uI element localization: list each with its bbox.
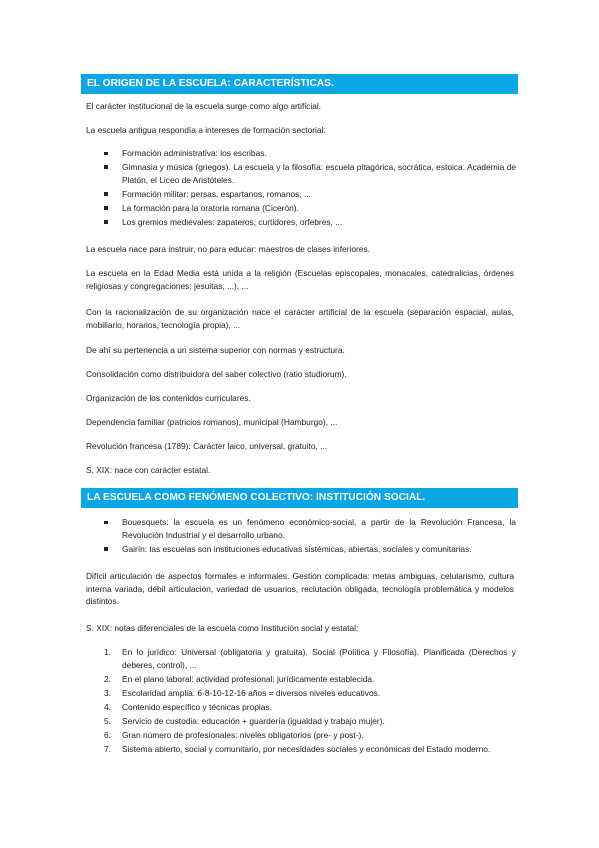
bullet-icon (104, 206, 108, 210)
paragraph: Consolidación como distribuidora del saber colectivo (ratio studiorum). (86, 369, 347, 379)
section-heading-origen: EL ORIGEN DE LA ESCUELA: CARACTERÍSTICAS. (81, 74, 518, 94)
list-item-text: Gimnasia y música (griegos). La escuela y la filosofía: escuela pitagórica, socrática, estoica. Academia de Platón, el Liceo de Aristóteles. (122, 161, 516, 185)
list-item (104, 701, 516, 714)
paragraph: El carácter institucional de la escuela surge como algo artificial. (86, 101, 322, 111)
section-heading-institucion: LA ESCUELA COMO FENÓMENO COLECTIVO: INSTITUCIÓN SOCIAL. (81, 488, 518, 508)
bullet-icon (104, 152, 108, 156)
list-item-text: Gairín: las escuelas son instituciones educativas sistémicas, abiertas, sociales y comunitarias. (122, 543, 472, 554)
list-item-text: Sistema abierto, social y comunitario, por necesidades sociales y económicas del Estado moderno. (122, 743, 491, 754)
list-item (104, 161, 516, 186)
list-item (104, 147, 516, 160)
bullet-icon (104, 547, 108, 551)
bullet-icon (104, 220, 108, 224)
list-item-text: Bouesquets: la escuela es un fenómeno económico-social, a partir de la Revolución Francesa, la Revolución Industrial y el desarrollo urbano. (122, 517, 516, 540)
list-item-text: Los gremios medievales: zapateros, curtidores, orfebres, ... (122, 216, 343, 227)
list-item (104, 673, 516, 686)
list-item (104, 216, 516, 229)
paragraph: Dependencia familiar (patricios romanos), municipal (Hamburgo), ... (86, 417, 338, 427)
list-number: 4. (104, 701, 111, 712)
list-item-text: La formación para la oratoria romana (Cicerón). (122, 202, 299, 213)
paragraph: S. XIX: notas diferenciales de la escuela como Institución social y estatal: (86, 623, 359, 633)
list-item-text: Gran número de profesionales: niveles obligatorios (pre- y post-). (122, 729, 364, 740)
list-number: 7. (104, 743, 111, 754)
list-item (104, 715, 516, 728)
list-item (104, 729, 516, 742)
list-item (104, 188, 516, 201)
bullet-icon (104, 165, 108, 169)
paragraph: Difícil articulación de aspectos formales e informales. Gestión complicada: metas ambiguas, celularismo, cultura interna variada, débil articulación, variedad de usuarios, reclutación obligada, tecnología problemática y modelos distintos. (86, 571, 514, 607)
list-item (104, 516, 516, 541)
bullet-list-institucion (104, 516, 516, 557)
paragraph: De ahí su pertenencia a un sistema superior con normas y estructura. (86, 345, 345, 355)
list-number: 6. (104, 729, 111, 740)
list-number: 3. (104, 687, 111, 698)
list-item (104, 743, 516, 756)
list-number: 1. (104, 647, 111, 657)
list-item-text: Escolaridad amplia: 6-8-10-12-16 años = diversos niveles educativos. (122, 687, 381, 698)
list-item (104, 687, 516, 700)
list-item (104, 543, 516, 556)
list-item-text: Formación militar: persas, espartanos, romanos, ... (122, 188, 311, 199)
list-number: 2. (104, 673, 111, 684)
bullet-list-origen (104, 147, 516, 230)
paragraph: Organización de los contenidos curriculares. (86, 393, 251, 403)
bullet-icon (104, 521, 108, 525)
paragraph: La escuela antigua respondía a intereses de formación sectorial: (86, 125, 326, 135)
paragraph: Revolución francesa (1789): Carácter laico, universal, gratuito, ... (86, 441, 328, 451)
list-item (104, 646, 516, 671)
bullet-icon (104, 192, 108, 196)
list-item (104, 202, 516, 215)
paragraph: La escuela en la Edad Media está unida a la religión (Escuelas episcopales, monacales, catedralicias, órdenes religiosas y congregaciones: jesuitas, ...), ... (86, 268, 514, 291)
list-item-text: Formación administrativa: los escribas. (122, 148, 267, 158)
list-item-text: Servicio de custodia: educación + guardería (igualdad y trabajo mujer). (122, 715, 385, 726)
list-number: 5. (104, 715, 111, 726)
numbered-list (104, 646, 516, 756)
paragraph: Con la racionalización de su organización nace el carácter artificial de la escuela (separación espacial, aulas, mobiliario, horarios, tecnología propia), ... (86, 307, 514, 330)
paragraph: S. XIX: nace con carácter estatal. (86, 465, 211, 475)
list-item-text: En lo jurídico: Universal (obligatoria y gratuita). Social (Política y Filosofía). Planificada (Derechos y deberes, control), ... (122, 647, 516, 670)
list-item-text: En el plano laboral: actividad profesional: jurídicamente establecida. (122, 673, 375, 684)
paragraph: La escuela nace para instruir, no para educar: maestros de clases inferiores. (86, 244, 370, 254)
list-item-text: Contenido específico y técnicas propias. (122, 701, 272, 712)
